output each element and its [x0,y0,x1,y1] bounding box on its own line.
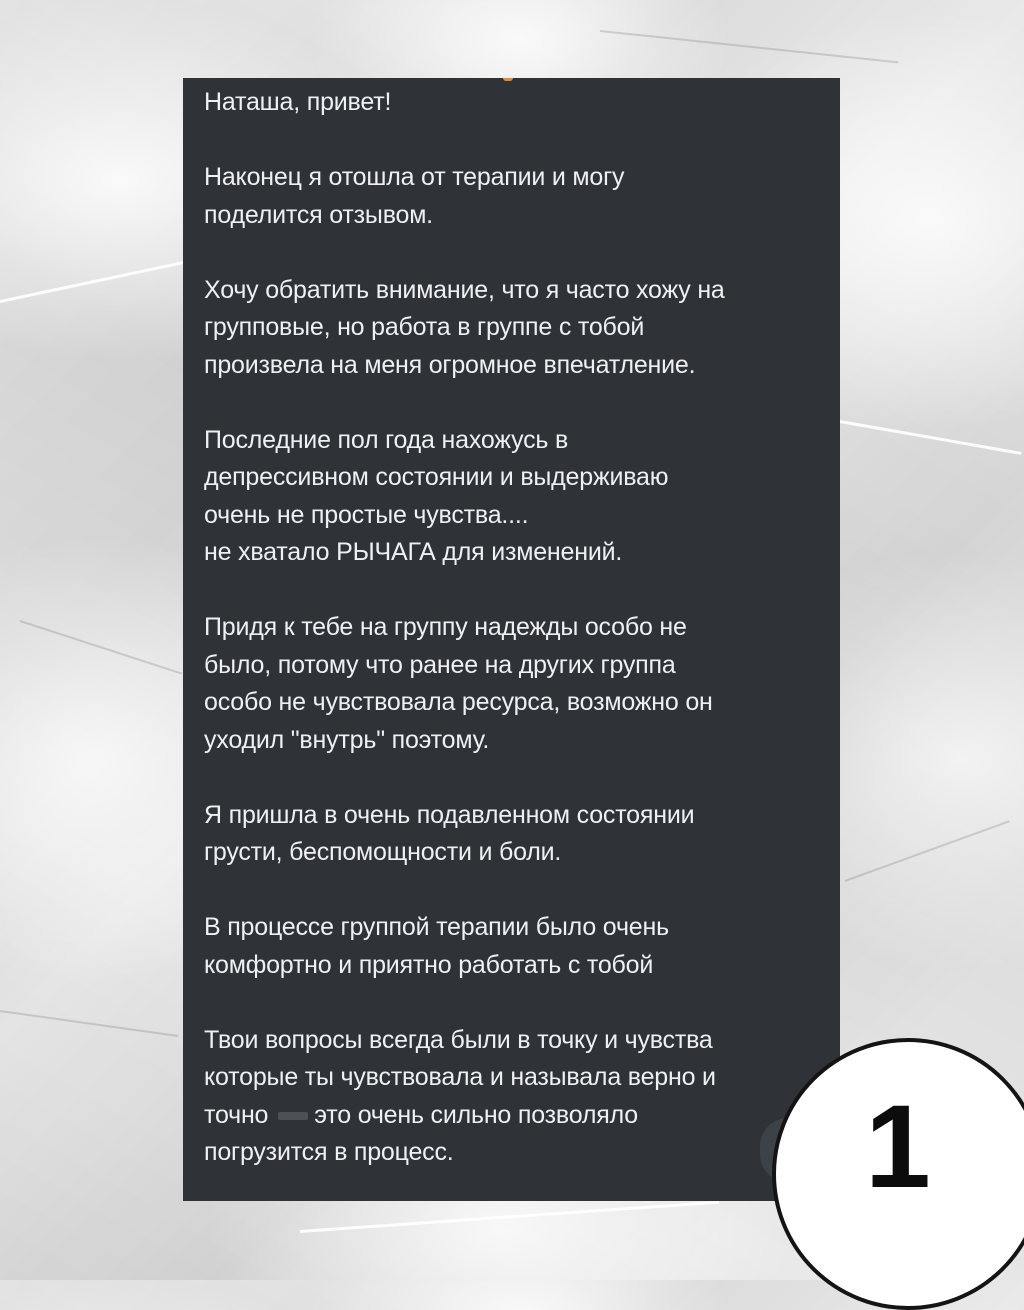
message-paragraph: Я пришла в очень подавленном состоянии грусти, беспомощности и боли. [204,800,695,866]
emoji-placeholder-icon [278,1112,308,1120]
message-paragraph: Придя к тебе на группу надежды особо не было, потому что ранее на других группа особо не чувствовала ресурса, возможно он уходил "внутрь" поэтому. [204,613,713,754]
paper-crease [845,820,1010,882]
message-paragraph-last [204,1022,824,1172]
page-number: 1 [865,1081,931,1213]
paper-crease [20,620,182,674]
message-line: точно [204,1100,269,1129]
chat-message-screenshot [183,78,840,1201]
message-line: это очень сильно позволяло [314,1100,638,1129]
paper-crease [0,258,196,303]
message-line: погрузится в процесс. [204,1138,454,1166]
paper-crease [600,30,899,63]
message-paragraph: Хочу обратить внимание, что я часто хожу на групповые, но работа в группе с тобой произвела на меня огромное впечатление. [204,275,725,379]
message-line: которые ты чувствовала и называла верно и [204,1063,716,1091]
paper-crease [0,1010,178,1037]
paper-crease [840,420,1022,455]
message-paragraph: Последние пол года нахожусь в депрессивном состоянии и выдерживаю очень не простые чувства.... не хватало РЫЧАГА для изменений. [204,425,669,566]
paper-crease [300,1201,719,1233]
message-paragraph: Наконец я отошла от терапии и могу поделится отзывом. [204,163,625,229]
top-accent-mark [503,78,513,81]
message-body [204,84,824,1172]
message-paragraph: Наташа, привет! [204,88,392,116]
message-paragraph: В процессе группой терапии было очень комфортно и приятно работать с тобой [204,913,669,979]
message-line: Твои вопросы всегда были в точку и чувства [204,1025,713,1054]
